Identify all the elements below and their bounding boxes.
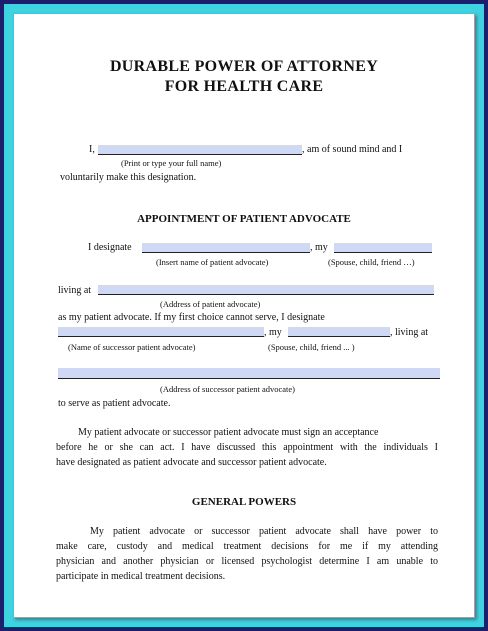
successor-address-field[interactable] [58, 368, 440, 379]
designate-prefix: I designate [88, 242, 132, 253]
section-heading-patient-advocate: APPOINTMENT OF PATIENT ADVOCATE [137, 213, 351, 225]
successor-name-caption: (Name of successor patient advocate) [68, 342, 196, 352]
my-label: , my [310, 242, 328, 253]
successor-relation-caption: (Spouse, child, friend ... ) [268, 342, 355, 352]
document-frame [4, 4, 484, 627]
relation-caption: (Spouse, child, friend …) [328, 257, 415, 267]
living-at-label: living at [58, 285, 92, 296]
successor-line: as my patient advocate. If my first choice cannot serve, I designate [58, 312, 325, 323]
successor-relation-field[interactable] [288, 327, 390, 337]
successor-name-field[interactable] [58, 327, 264, 337]
full-name-caption: (Print or type your full name) [121, 158, 222, 168]
intro-prefix: I, [89, 144, 95, 155]
document-page [13, 13, 475, 618]
advocate-address-field[interactable] [98, 285, 434, 295]
paragraph-line: before he or she can act. I have discussed this appointment with the individuals I [56, 442, 438, 453]
paragraph-line: have designated as patient advocate and successor patient advocate. [56, 457, 327, 468]
paragraph-line: make care, custody and medical treatment decisions for me if my attending [56, 541, 438, 552]
paragraph-line: participate in medical treatment decisions. [56, 571, 226, 582]
section-heading-general-powers: GENERAL POWERS [191, 496, 297, 508]
advocate-name-caption: (Insert name of patient advocate) [156, 257, 269, 267]
intro-suffix: , am of sound mind and I [302, 144, 403, 155]
document-title-line1: DURABLE POWER OF ATTORNEY [109, 58, 379, 75]
my-label-2: , my [264, 327, 282, 338]
patient-advocate-name-field[interactable] [142, 243, 310, 253]
paragraph-line: My patient advocate or successor patient advocate must sign an acceptance [78, 427, 379, 438]
successor-address-caption: (Address of successor patient advocate) [160, 384, 296, 394]
paragraph-line: My patient advocate or successor patient advocate shall have power to [90, 526, 438, 537]
address-caption: (Address of patient advocate) [160, 299, 261, 309]
advocate-relation-field[interactable] [334, 243, 432, 253]
living-at-label-2: , living at [390, 327, 429, 338]
full-name-field[interactable] [98, 145, 302, 155]
document-title-line2: FOR HEALTH CARE [164, 78, 324, 95]
paragraph-line: physician and another physician or licensed psychologist determine I am unable to [56, 556, 438, 567]
serve-line: to serve as patient advocate. [58, 398, 171, 409]
general-powers-paragraph [56, 524, 438, 584]
acceptance-paragraph [56, 425, 438, 470]
intro-line2: voluntarily make this designation. [60, 172, 197, 183]
